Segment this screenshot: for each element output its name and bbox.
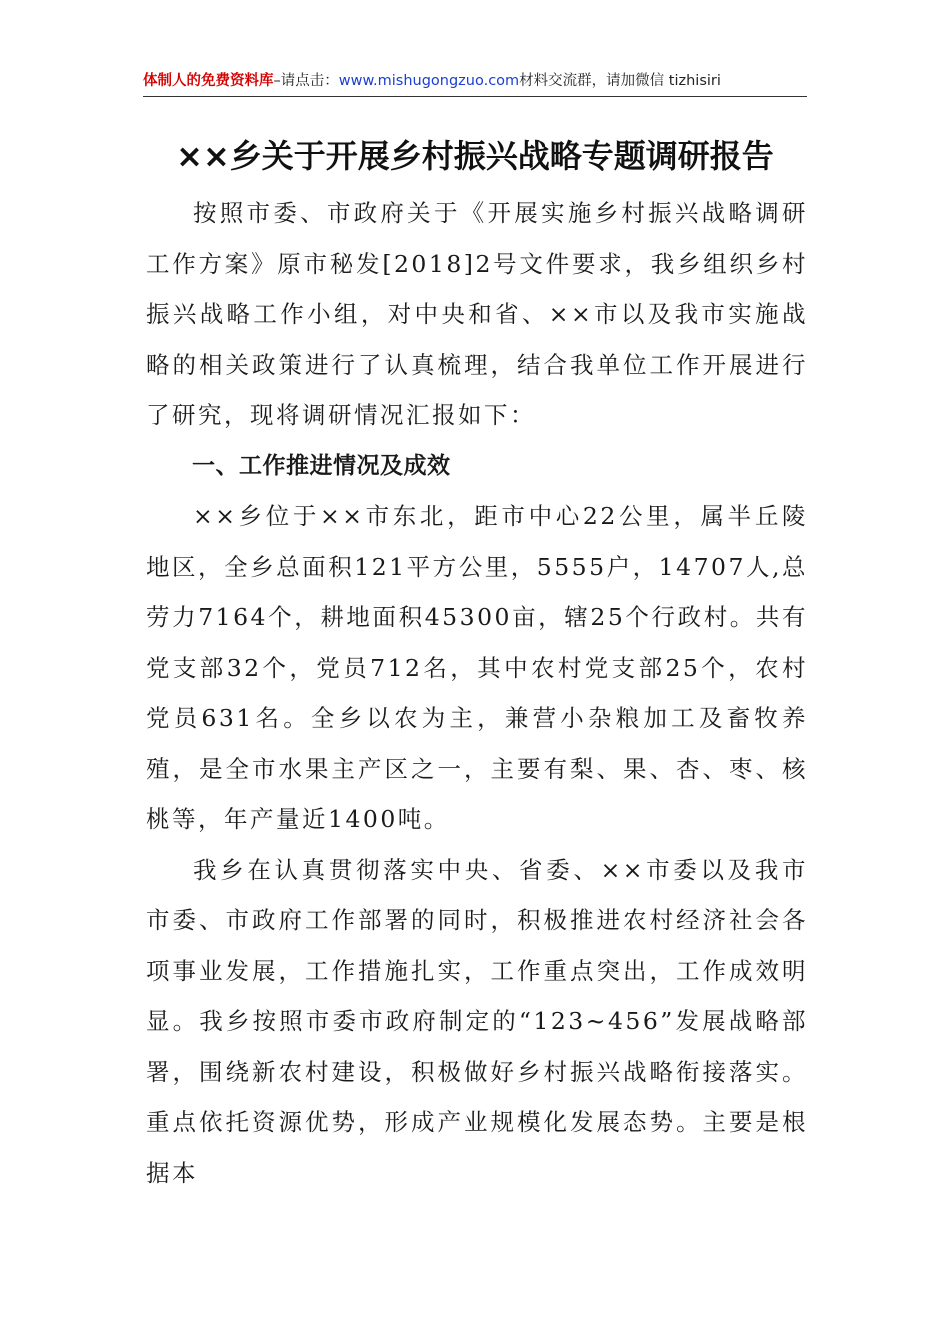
section-heading-1: 一、工作推进情况及成效 <box>192 452 451 479</box>
body-paragraph-2: 我乡在认真贯彻落实中央、省委、××市委以及我市市委、市政府工作部署的同时，积极推进农村经济社会各项事业发展，工作措施扎实，工作重点突出，工作成效明显。我乡按照市委市政府制定的“123~456”发展战略部署，围绕新农村建设，积极做好乡村振兴战略衔接落实。重点依托资源优势，形成产业规模化发展态势。主要是根据本 <box>146 855 808 1187</box>
document-title: ××乡关于开展乡村振兴战略专题调研报告 <box>176 137 774 175</box>
header-note: 材料交流群，请加微信 tizhisiri <box>519 73 721 89</box>
document-body <box>146 188 808 1198</box>
header-url-link[interactable]: www.mishugongzuo.com <box>338 73 520 89</box>
body-paragraph-1: ××乡位于××市东北，距市中心22公里，属半丘陵地区，全乡总面积121平方公里，5555户，14707人,总劳力7164个，耕地面积45300亩，辖25个行政村。共有党支部32个，党员712名，其中农村党支部25个，农村党员631名。全乡以农为主，兼营小杂粮加工及畜牧养殖，是全市水果主产区之一，主要有梨、果、杏、枣、核桃等，年产量近1400吨。 <box>146 502 808 833</box>
page-header <box>143 66 807 97</box>
header-brand: 体制人的免费资料库 <box>143 73 274 89</box>
header-prompt: –请点击： <box>273 73 339 89</box>
intro-paragraph: 按照市委、市政府关于《开展实施乡村振兴战略调研工作方案》原市秘发[2018]2号文件要求，我乡组织乡村振兴战略工作小组，对中央和省、××市以及我市实施战略的相关政策进行了认真梳理，结合我单位工作开展进行了研究，现将调研情况汇报如下： <box>146 199 808 429</box>
